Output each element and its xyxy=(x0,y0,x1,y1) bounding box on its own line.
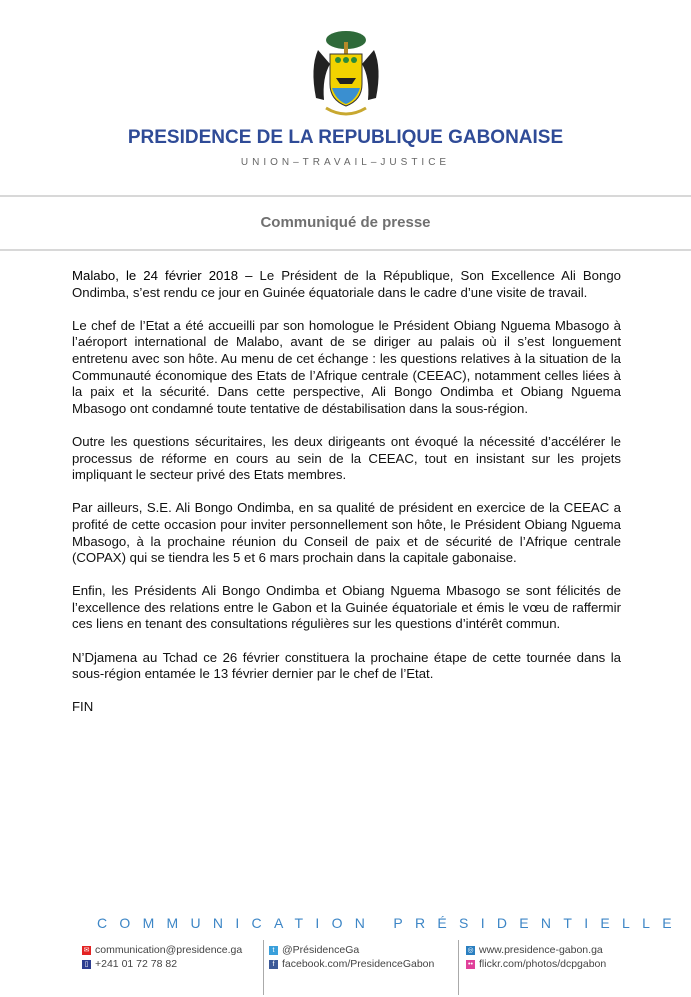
dateline: Malabo, le 24 février 2018 – xyxy=(72,268,253,283)
phone-number: +241 01 72 78 82 xyxy=(95,958,178,970)
footer-divider xyxy=(263,940,264,995)
press-release-body xyxy=(72,268,621,733)
paragraph: Le chef de l’Etat a été accueilli par son homologue le Président Obiang Nguema Mbasogo à l’aéroport international de Malabo, avant de se diriger au palais où il s’est longuement entretenu avec son hôte. Au menu de cet échange : les questions relatives à la situation de la Communauté économique des Etats de l’Afrique centrale (CEEAC), notamment celles liées à la paix et la sécurité. Dans cette perspective, Ali Bongo Ondimba et Obiang Nguema Mbasogo ont condamné toute tentative de déstabilisation dans la sous-région. xyxy=(72,317,621,416)
paragraph: Enfin, les Présidents Ali Bongo Ondimba et Obiang Nguema Mbasogo se sont félicités de l’excellence des relations entre le Gabon et la Guinée équatoriale et émis le vœu de raffermir ces liens en tenant des consultations régulières sur les questions d’intérêt commun. xyxy=(72,583,621,632)
twitter-icon: t xyxy=(269,946,278,955)
footer-web-column xyxy=(466,943,606,971)
coat-of-arms-logo xyxy=(296,28,396,120)
facebook-icon: f xyxy=(269,960,278,969)
document-type: Communiqué de presse xyxy=(260,214,431,231)
paragraph: Outre les questions sécuritaires, les deux dirigeants ont évoqué la nécessité d’accélérer le processus de réforme en cours au sein de la CEEAC, tout en insistant sur les projets impliquant le secteur privé des Etats membres. xyxy=(72,433,621,483)
phone-icon: ▯ xyxy=(82,960,91,969)
website-link[interactable]: www.presidence-gabon.ga xyxy=(479,944,603,956)
email-icon: ✉ xyxy=(83,946,90,954)
email-link[interactable]: communication@presidence.ga xyxy=(95,944,243,956)
footer-divider xyxy=(458,940,459,995)
footer-title: COMMUNICATION PRÉSIDENTIELLE xyxy=(97,915,684,931)
paragraph: Par ailleurs, S.E. Ali Bongo Ondimba, en sa qualité de président en exercice de la CEEAC a profité de cette occasion pour inviter personnellement son hôte, le Président Obiang Nguema Mbasogo, à la prochaine réunion du Conseil de paix et de sécurité de l’Afrique centrale (COPAX) qui se tiendra les 5 et 6 mars prochain dans la capitale gabonaise. xyxy=(72,500,621,566)
facebook-link[interactable]: facebook.com/PresidenceGabon xyxy=(282,958,435,970)
end-marker: FIN xyxy=(72,699,94,715)
globe-icon: ◎ xyxy=(467,946,474,954)
footer-social-column xyxy=(269,943,434,971)
paragraph: Malabo, le 24 février 2018 – Le Président de la République, Son Excellence Ali Bongo Ondimba, s’est rendu ce jour en Guinée équatoriale dans le cadre d’une visite de travail. xyxy=(72,268,622,300)
paragraph: N’Djamena au Tchad ce 26 février constituera la prochaine étape de cette tournée dans la sous-région entamée le 13 février dernier par le chef de l’Etat. xyxy=(72,649,621,682)
flickr-icon: •• xyxy=(466,960,475,969)
divider xyxy=(0,249,691,251)
motto: UNION–TRAVAIL–JUSTICE xyxy=(240,157,451,168)
organization-title: PRESIDENCE DE LA REPUBLIQUE GABONAISE xyxy=(127,127,564,148)
twitter-link[interactable]: @PrésidenceGa xyxy=(282,944,360,956)
footer-contact-column xyxy=(82,943,242,971)
flickr-link[interactable]: flickr.com/photos/dcpgabon xyxy=(479,958,607,970)
divider xyxy=(0,195,691,197)
